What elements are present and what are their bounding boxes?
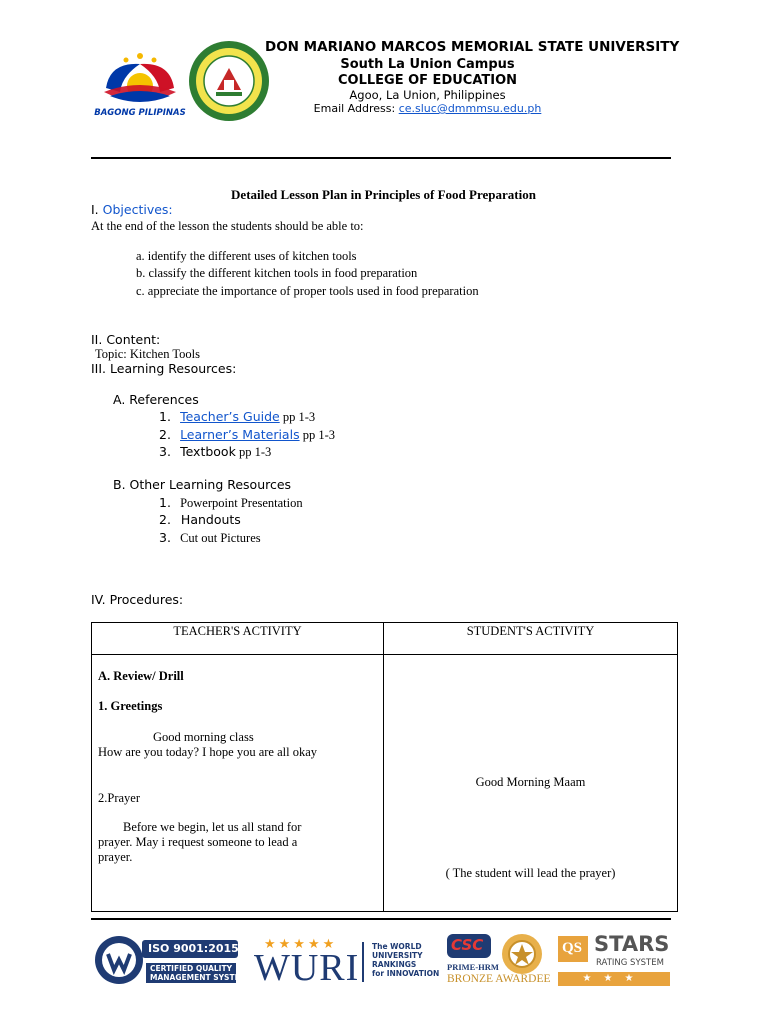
other-resource-num: 1.: [159, 495, 171, 510]
objective-item-a: a. identify the different uses of kitchen tools: [136, 249, 357, 263]
reference-item: [159, 427, 335, 443]
csc-title: CSC: [451, 936, 484, 954]
wuri-title: WURI: [254, 947, 360, 989]
other-resource-item: [159, 495, 303, 511]
wuri-divider: [362, 942, 364, 982]
objectives-heading-num: I.: [91, 202, 103, 217]
teachers-guide-link[interactable]: Teacher’s Guide: [180, 409, 280, 424]
reference-item: [159, 409, 315, 425]
stars-sub: RATING SYSTEM: [596, 958, 664, 968]
other-resource-num: 3.: [159, 530, 171, 545]
reference-pages: pp 1-3: [299, 428, 336, 442]
objectives-heading: [91, 202, 173, 217]
reference-num: 3.: [159, 444, 171, 459]
teacher-prayer-1: Before we begin, let us all stand for: [123, 820, 302, 834]
bagong-pilipinas-text: BAGONG PILIPINAS: [94, 108, 186, 118]
references-heading: A. References: [113, 392, 199, 407]
wuri-text-line: UNIVERSITY: [372, 951, 423, 960]
qs-stars-logo: [556, 930, 674, 990]
college-name: COLLEGE OF EDUCATION: [337, 73, 518, 88]
iso-sub-2: MANAGEMENT SYSTEM: [150, 973, 248, 982]
teacher-greeting-1: Good morning class: [153, 730, 254, 744]
learning-resources-heading: III. Learning Resources:: [91, 361, 237, 376]
stars-title: STARS: [594, 932, 670, 956]
objectives-heading-text: Objectives:: [102, 202, 173, 217]
student-greeting: Good Morning Maam: [475, 775, 586, 789]
reference-name: Textbook: [180, 444, 236, 459]
other-resource-item: [159, 512, 241, 527]
iso-certification-badge: [92, 930, 248, 990]
procedures-table: [91, 622, 678, 912]
dmmmsu-seal-logo: [188, 40, 270, 122]
content-heading: II. Content:: [91, 332, 161, 347]
reference-item: [159, 444, 271, 460]
qs-title: QS: [562, 940, 583, 956]
student-activity-header: STUDENT'S ACTIVITY: [466, 624, 595, 638]
reference-num: 1.: [159, 409, 171, 424]
university-seal-icon: [188, 40, 270, 122]
prayer-heading: 2.Prayer: [98, 791, 140, 805]
bronze-awardee: BRONZE AWARDEE: [447, 973, 551, 985]
wuri-text-line: RANKINGS: [372, 960, 417, 969]
header-divider: [91, 157, 671, 159]
email-label: Email Address:: [313, 102, 399, 115]
reference-pages: pp 1-3: [279, 410, 316, 424]
university-name: DON MARIANO MARCOS MEMORIAL STATE UNIVERSITY: [265, 39, 680, 55]
reference-pages: pp 1-3: [235, 445, 272, 459]
review-drill-heading: A. Review/ Drill: [98, 669, 184, 683]
email-link[interactable]: ce.sluc@dmmmsu.edu.ph: [398, 102, 542, 115]
email-line: [265, 102, 590, 115]
other-resource-num: 2.: [159, 512, 171, 527]
iso-sub-1: CERTIFIED QUALITY: [150, 964, 233, 973]
teacher-greeting-2: How are you today? I hope you are all okay: [98, 745, 318, 759]
wuri-text-line: for INNOVATION: [372, 969, 440, 978]
other-resource-name: Cut out Pictures: [180, 531, 261, 545]
objective-item-b: b. classify the different kitchen tools in food preparation: [136, 266, 418, 280]
other-resource-name: Handouts: [180, 512, 241, 527]
wuri-logo: [254, 930, 364, 990]
learners-materials-link[interactable]: Learner’s Materials: [180, 427, 300, 442]
table-header-divider: [92, 654, 677, 655]
other-resources-heading: B. Other Learning Resources: [113, 477, 292, 492]
teacher-prayer-2: prayer. May i request someone to lead a: [98, 835, 298, 849]
student-prayer: ( The student will lead the prayer): [445, 866, 616, 880]
content-topic: Topic: Kitchen Tools: [95, 347, 200, 361]
procedures-heading: IV. Procedures:: [91, 592, 184, 607]
footer-divider: [91, 918, 671, 920]
stars-rating-bar: ★★★: [558, 972, 670, 986]
wuri-stars-icon: ★★★★★: [264, 936, 338, 951]
wuri-description: [372, 930, 444, 990]
greetings-heading: 1. Greetings: [98, 699, 163, 713]
reference-num: 2.: [159, 427, 171, 442]
teacher-prayer-3: prayer.: [98, 850, 133, 864]
campus-name: South La Union Campus: [340, 57, 515, 72]
other-resource-name: Powerpoint Presentation: [180, 496, 303, 510]
other-resource-item: [159, 530, 261, 546]
objective-item-c: c. appreciate the importance of proper tools used in food preparation: [136, 284, 479, 298]
lesson-plan-title: Detailed Lesson Plan in Principles of Food Preparation: [231, 187, 536, 202]
teacher-activity-header: TEACHER'S ACTIVITY: [173, 624, 302, 638]
location-text: Agoo, La Union, Philippines: [349, 88, 506, 102]
iso-title: ISO 9001:2015: [148, 942, 239, 955]
csc-sub: PRIME-HRM: [447, 962, 499, 972]
wuri-text-line: The WORLD: [372, 942, 422, 951]
csc-prime-hrm-badge: [445, 930, 555, 990]
bagong-pilipinas-logo: [92, 42, 188, 120]
objectives-intro: At the end of the lesson the students should be able to:: [91, 219, 364, 233]
